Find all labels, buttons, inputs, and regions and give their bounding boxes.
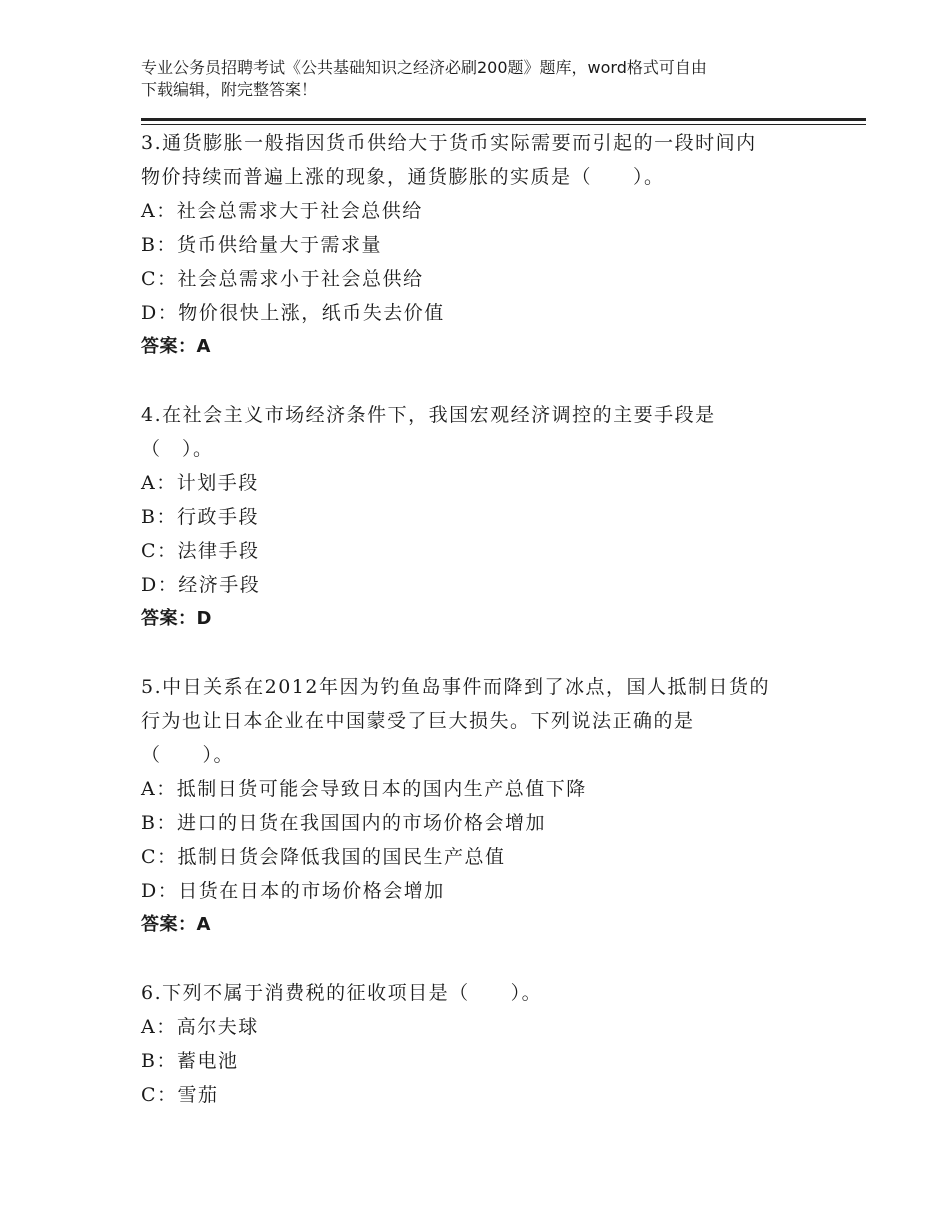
answer-label: 答案：A: [141, 914, 211, 935]
option-a: A：计划手段: [141, 472, 259, 494]
question-stem-line: 6.下列不属于消费税的征收项目是（ ）。: [141, 982, 543, 1004]
document-header: [141, 57, 821, 101]
option-a: A：高尔夫球: [141, 1016, 259, 1038]
question-stem-line: 3.通货膨胀一般指因货币供给大于货币实际需要而引起的一段时间内: [141, 132, 757, 154]
option-d: D：经济手段: [141, 574, 261, 596]
question-5: [141, 670, 841, 942]
option-c: C：抵制日货会降低我国的国民生产总值: [141, 846, 506, 868]
question-stem-line: 物价持续而普遍上涨的现象，通货膨胀的实质是（ ）。: [141, 166, 665, 188]
spacer: [141, 942, 841, 976]
option-a: A：社会总需求大于社会总供给: [141, 200, 423, 222]
question-4: [141, 398, 841, 636]
option-a: A：抵制日货可能会导致日本的国内生产总值下降: [141, 778, 587, 800]
question-stem-line: 4.在社会主义市场经济条件下，我国宏观经济调控的主要手段是: [141, 404, 716, 426]
option-b: B：货币供给量大于需求量: [141, 234, 382, 256]
option-d: D：物价很快上涨，纸币失去价值: [141, 302, 445, 324]
question-stem-line: 5.中日关系在2012年因为钓鱼岛事件而降到了冰点，国人抵制日货的: [141, 676, 770, 698]
option-b: B：蓄电池: [141, 1050, 239, 1072]
header-line-1: 专业公务员招聘考试《公共基础知识之经济必刷200题》题库，word格式可自由: [141, 58, 707, 77]
header-divider-thick: [141, 118, 866, 121]
header-line-2: 下载编辑，附完整答案！: [141, 80, 318, 99]
spacer: [141, 364, 841, 398]
option-d: D：日货在日本的市场价格会增加: [141, 880, 445, 902]
question-list: [141, 126, 841, 1112]
question-stem-line: （ ）。: [141, 438, 214, 460]
question-3: [141, 126, 841, 364]
option-c: C：雪茄: [141, 1084, 219, 1106]
answer-label: 答案：A: [141, 336, 211, 357]
option-c: C：社会总需求小于社会总供给: [141, 268, 424, 290]
spacer: [141, 636, 841, 670]
option-c: C：法律手段: [141, 540, 260, 562]
option-b: B：行政手段: [141, 506, 259, 528]
question-6: [141, 976, 841, 1112]
question-stem-line: 行为也让日本企业在中国蒙受了巨大损失。下列说法正确的是: [141, 710, 695, 732]
answer-label: 答案：D: [141, 608, 212, 629]
question-stem-line: （ ）。: [141, 744, 235, 766]
header-divider-thin: [141, 124, 866, 125]
option-b: B：进口的日货在我国国内的市场价格会增加: [141, 812, 546, 834]
